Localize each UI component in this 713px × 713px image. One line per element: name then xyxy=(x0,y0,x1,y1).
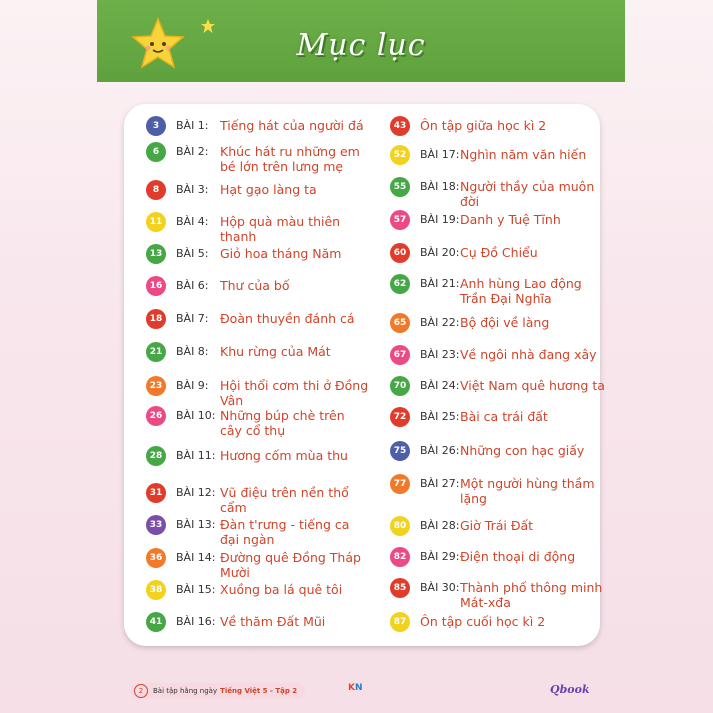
lesson-number: BÀI 5: xyxy=(176,247,209,260)
lesson-number: BÀI 18: xyxy=(420,180,460,193)
page-number-badge: 87 xyxy=(390,612,410,632)
lesson-number: BÀI 20: xyxy=(420,246,460,259)
page-number-badge: 57 xyxy=(390,210,410,230)
lesson-title: Ôn tập cuối học kì 2 xyxy=(420,614,546,629)
list-item xyxy=(146,485,370,515)
lesson-title: Vũ điệu trên nền thổ cẩm xyxy=(220,485,349,515)
lesson-number: BÀI 27: xyxy=(420,477,460,490)
page-number-badge: 80 xyxy=(390,516,410,536)
lesson-number: BÀI 11: xyxy=(176,449,216,462)
lesson-number: BÀI 14: xyxy=(176,551,216,564)
page-number: 2 xyxy=(134,684,148,698)
lesson-number: BÀI 13: xyxy=(176,518,216,531)
lesson-number: BÀI 7: xyxy=(176,312,209,325)
lesson-title: Những búp chè trên cây cổ thụ xyxy=(220,408,345,438)
header-scallop-edge xyxy=(97,72,625,88)
page-number-badge: 3 xyxy=(146,116,166,136)
lesson-number: BÀI 3: xyxy=(176,183,209,196)
list-item xyxy=(146,614,370,632)
list-item xyxy=(146,214,370,244)
list-item xyxy=(390,118,610,136)
lesson-number: BÀI 17: xyxy=(420,148,460,161)
lesson-title: Về thăm Đất Mũi xyxy=(220,614,326,629)
lesson-title: Người thầy của muôn đời xyxy=(460,179,595,209)
lesson-number: BÀI 24: xyxy=(420,379,460,392)
page-number-badge: 62 xyxy=(390,274,410,294)
page-number-badge: 28 xyxy=(146,446,166,466)
lesson-number: BÀI 1: xyxy=(176,119,209,132)
page-number-badge: 52 xyxy=(390,145,410,165)
list-item xyxy=(390,409,610,427)
list-item xyxy=(390,245,610,263)
lesson-title: Khu rừng của Mát xyxy=(220,344,331,359)
list-item xyxy=(146,246,370,264)
list-item xyxy=(146,378,370,408)
page-number-badge: 6 xyxy=(146,142,166,162)
publisher-logo-k: K xyxy=(348,683,355,693)
lesson-title: Giỏ hoa tháng Năm xyxy=(220,246,342,261)
lesson-number: BÀI 19: xyxy=(420,213,460,226)
book-title: Tiếng Việt 5 - Tập 2 xyxy=(220,687,298,695)
lesson-number: BÀI 12: xyxy=(176,486,216,499)
list-item xyxy=(390,276,610,306)
list-item xyxy=(390,614,610,632)
list-item xyxy=(146,311,370,329)
lesson-number: BÀI 23: xyxy=(420,348,460,361)
lesson-title: Cụ Đồ Chiểu xyxy=(460,245,538,260)
lesson-title: Đàn t'rưng - tiếng ca đại ngàn xyxy=(220,517,350,547)
page-number-badge: 8 xyxy=(146,180,166,200)
list-item xyxy=(146,448,370,466)
lesson-title: Hội thổi cơm thi ở Đồng Vân xyxy=(220,378,369,408)
lesson-number: BÀI 21: xyxy=(420,277,460,290)
lesson-title: Đoàn thuyền đánh cá xyxy=(220,311,355,326)
lesson-number: BÀI 25: xyxy=(420,410,460,423)
page-number-badge: 21 xyxy=(146,342,166,362)
list-item xyxy=(146,182,370,200)
lesson-title: Đường quê Đồng Tháp Mười xyxy=(220,550,361,580)
list-item xyxy=(390,179,610,209)
lesson-number: BÀI 9: xyxy=(176,379,209,392)
list-item xyxy=(390,518,610,536)
list-item xyxy=(390,212,610,230)
list-item xyxy=(146,408,370,438)
publisher-logo xyxy=(348,683,363,693)
lesson-title: Bài ca trái đất xyxy=(460,409,548,424)
lesson-title: Hương cốm mùa thu xyxy=(220,448,348,463)
list-item xyxy=(146,118,370,136)
list-item xyxy=(146,344,370,362)
page-number-badge: 38 xyxy=(146,580,166,600)
page-number-badge: 70 xyxy=(390,376,410,396)
page-number-badge: 31 xyxy=(146,483,166,503)
page-number-badge: 41 xyxy=(146,612,166,632)
list-item xyxy=(146,144,370,174)
lesson-number: BÀI 10: xyxy=(176,409,216,422)
lesson-number: BÀI 2: xyxy=(176,145,209,158)
lesson-number: BÀI 16: xyxy=(176,615,216,628)
page-number-badge: 75 xyxy=(390,441,410,461)
list-item xyxy=(146,517,370,547)
page-number-badge: 60 xyxy=(390,243,410,263)
lesson-number: BÀI 29: xyxy=(420,550,460,563)
lesson-number: BÀI 26: xyxy=(420,444,460,457)
page-number-badge: 77 xyxy=(390,474,410,494)
publisher-logo-n: N xyxy=(354,683,363,693)
lesson-title: Tiếng hát của người đá xyxy=(220,118,364,133)
lesson-title: Hộp quà màu thiên thanh xyxy=(220,214,341,244)
page-number-badge: 33 xyxy=(146,515,166,535)
page-number-badge: 43 xyxy=(390,116,410,136)
list-item xyxy=(390,315,610,333)
lesson-title: Thư của bố xyxy=(220,278,290,293)
lesson-title: Nghìn năm văn hiến xyxy=(460,147,587,162)
page-number-badge: 16 xyxy=(146,276,166,296)
page-number-badge: 23 xyxy=(146,376,166,396)
lesson-title: Về ngôi nhà đang xây xyxy=(460,347,597,362)
page-number-badge: 26 xyxy=(146,406,166,426)
page-number-badge: 82 xyxy=(390,547,410,567)
page-number-badge: 11 xyxy=(146,212,166,232)
page-number-badge: 18 xyxy=(146,309,166,329)
lesson-title: Ôn tập giữa học kì 2 xyxy=(420,118,547,133)
lesson-title: Việt Nam quê hương ta xyxy=(460,378,605,393)
lesson-title: Thành phố thông minh Mát-xđa xyxy=(460,580,603,610)
lesson-number: BÀI 6: xyxy=(176,279,209,292)
book-series: Bài tập hằng ngày xyxy=(153,687,218,695)
lesson-title: Giờ Trái Đất xyxy=(460,518,534,533)
lesson-title: Một người hùng thầm lặng xyxy=(460,476,595,506)
lesson-title: Xuồng ba lá quê tôi xyxy=(220,582,343,597)
list-item xyxy=(390,378,610,396)
page-number-badge: 67 xyxy=(390,345,410,365)
list-item xyxy=(390,347,610,365)
lesson-number: BÀI 4: xyxy=(176,215,209,228)
lesson-title: Những con hạc giấy xyxy=(460,443,585,458)
lesson-title: Điện thoại di động xyxy=(460,549,576,564)
list-item xyxy=(146,582,370,600)
page-number-badge: 36 xyxy=(146,548,166,568)
smiling-star-icon xyxy=(130,16,186,72)
list-item xyxy=(146,278,370,296)
lesson-title: Anh hùng Lao động Trần Đại Nghĩa xyxy=(460,276,582,306)
list-item xyxy=(390,580,610,610)
brand-logo: Qbook xyxy=(550,683,590,696)
lesson-number: BÀI 30: xyxy=(420,581,460,594)
table-of-contents xyxy=(124,104,605,646)
list-item xyxy=(390,147,610,165)
lesson-title: Hạt gạo làng ta xyxy=(220,182,317,197)
lesson-number: BÀI 28: xyxy=(420,519,460,532)
page-title: Mục lục xyxy=(296,28,426,63)
page-number-badge: 55 xyxy=(390,177,410,197)
lesson-number: BÀI 15: xyxy=(176,583,216,596)
list-item xyxy=(390,443,610,461)
page-number-badge: 13 xyxy=(146,244,166,264)
lesson-title: Khúc hát ru những em bé lớn trên lưng mẹ xyxy=(220,144,360,174)
lesson-number: BÀI 8: xyxy=(176,345,209,358)
list-item xyxy=(390,549,610,567)
footer-book-label xyxy=(130,683,305,699)
small-star-icon xyxy=(200,18,216,34)
page-number-badge: 85 xyxy=(390,578,410,598)
list-item xyxy=(146,550,370,580)
lesson-title: Danh y Tuệ Tĩnh xyxy=(460,212,561,227)
lesson-number: BÀI 22: xyxy=(420,316,460,329)
page-number-badge: 72 xyxy=(390,407,410,427)
lesson-title: Bộ đội về làng xyxy=(460,315,550,330)
page-number-badge: 65 xyxy=(390,313,410,333)
list-item xyxy=(390,476,610,506)
